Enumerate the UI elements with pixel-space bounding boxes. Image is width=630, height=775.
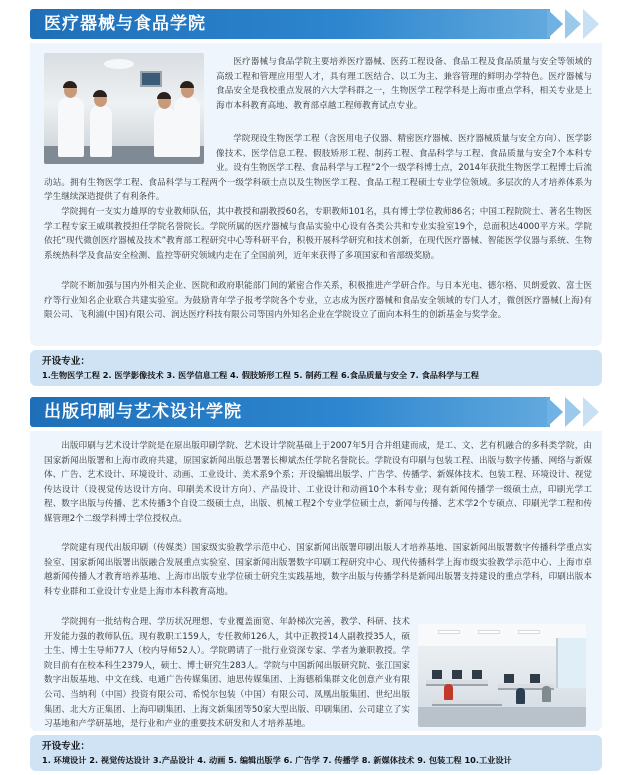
paragraph-faculty: 学院拥有一批结构合理、学历状况理想、专业覆盖面宽、年龄梯次完善，教学、科研、技术开发能力强的教师队伍。现有教职工159人，专任教师126人，其中正教授14人副教授35人，硕士生、博士生导师77人（校内导师52人）。学院聘请了一批行业资深专家、学者为兼职教授。学院目前有在校本科生2379人，硕士、博士研究生283人。学院与中国新闻出版研究院、张江国家数字出版基地、中文在线、电通广告传媒集团、迪思传媒集团、上海德稻集群文化创意产业有限公司、当纳利（中国）投资有限公司、希悦尔包装（中国）有限公司、凤凰出版集团、世纪出版集团、北大方正集团、上海印刷集团、上海文新集团等50家大型出版、印刷集团、公司建立了实习基地和产学研基地，是行业和产业的重要技术研发和人才培养基地。 <box>44 617 410 730</box>
majors-list: 1. 环境设计 2. 视觉传达设计 3.产品设计 4. 动画 5. 编辑出版学 6. 广告学 7. 传播学 8. 新媒体技术 9. 包装工程 10.工业设计 <box>42 755 512 765</box>
paragraph-programs-text: 学院现设生物医学工程（含医用电子仪器、精密医疗器械、医疗器械质量与安全方向）、医学影像技术、医学信息工程、假肢矫形工程、制药工程、食品科学与工程、食品质量与安全7个本科专业。设有生物医学工程、食品科学与工程”2个一级学科博士点，2014年获批生物医学工程博士后流动站。拥有生物医学工程、食品科学与工程两个一级学科硕士点以及生物医学工程、食品工程工程硕士专业学位领域。多层次的人才培养体系为学生继续深造提供了有利条件。 <box>44 134 592 203</box>
section-header <box>30 394 602 431</box>
chevron-right-icon <box>565 397 581 427</box>
section-title: 出版印刷与艺术设计学院 <box>44 402 242 422</box>
majors-label: 开设专业： <box>42 356 90 367</box>
majors-list: 1.生物医学工程 2. 医学影像技术 3. 医学信息工程 4. 假肢矫形工程 5. 制药工程 6.食品质量与安全 7. 食品科学与工程 <box>42 370 479 380</box>
section-title: 医疗器械与食品学院 <box>44 14 206 34</box>
section-header <box>30 6 602 43</box>
classroom-photo <box>418 624 586 727</box>
chevron-right-icon <box>583 9 599 39</box>
majors-panel <box>30 735 602 771</box>
paragraph-cooperation: 学院不断加强与国内外相关企业、医院和政府职能部门间的紧密合作关系，积极推进产学研合作。与日本光电、德尔格、贝朗爱敦、富士医疗等行业知名企业联合共建实验室。为鼓励青年学子报考学院各个专业，立志成为医疗器械和食品安全领域的专门人才，微创医疗器械(上海)有限公司、飞利浦(中国)有限公司、润达医疗科技有限公司等国内外知名企业在学院设立了面向本科生的创新基金与奖学金。 <box>44 281 592 321</box>
majors-panel <box>30 350 602 386</box>
majors-label: 开设专业： <box>42 741 90 752</box>
paragraph-intro: 医疗器械与食品学院主要培养医疗器械、医药工程设备、食品工程及食品质量与安全等领域的高级工程和管理应用型人才，具有理工医结合、以工为主、兼容管理的鲜明办学特色。医疗器械与食品安全是我校重点发展的六大学科群之一，生物医学工程学科是上海市重点学科，相关专业是上海市本科教育高地、教育部卓越工程师教育试点专业。 <box>216 57 592 111</box>
chevron-right-icon <box>583 397 599 427</box>
section-body <box>30 43 602 346</box>
paragraph-programs <box>44 132 592 204</box>
paragraph-platforms: 学院建有现代出版印刷（传媒类）国家级实验教学示范中心、国家新闻出版署印刷出版人才培养基地、国家新闻出版署数字传播科学重点实验室、国家新闻出版署出版融合发展重点实验室、国家新闻出版署数字印刷工程研究中心、现代传播科学上海市级实验教学示范中心、上海市卓越新闻传播人才教育培养基地、上海市出版专业学位硕士研究生实践基地，数字出版与传播学科是新闻出版署支持建设的重点学科，印刷出版本科专业群和工业设计专业是上海市本科教育高地。 <box>44 543 592 597</box>
section-body <box>30 431 602 731</box>
section-medical-food <box>30 6 602 386</box>
section-publishing-art <box>30 394 602 771</box>
chevron-right-icon <box>547 9 563 39</box>
paragraph-faculty: 学院拥有一支实力雄厚的专业教师队伍，其中教授和副教授60名，专职教师101名，具有博士学位教师86名；中国工程院院士、著名生物医学工程专家王威琪教授担任学院名誉院长。学院所属的医疗器械与食品实验中心设有各类公共和专业实验室19个，总面积达4000平方米。学院依托“现代微创医疗器械及技术”教育部工程研究中心等科研平台，积极开展科学研究和技术创新，在现代医疗器械、智能医学仪器与系统、生物系统热科学及食品安全检测、监控等研究领域内走在了全国前列，近年来获得了多项国家和省部级奖励。 <box>44 207 592 261</box>
chevron-right-icon <box>547 397 563 427</box>
paragraph-intro: 出版印刷与艺术设计学院是在原出版印刷学院、艺术设计学院基础上于2007年5月合并组建而成，是工、文、艺有机融合的多科类学院，由国家新闻出版署和上海市政府共建，原国家新闻出版总署署长柳斌杰任学院名誉院长。学院设有印刷与包装工程、出版与数字传播、网络与新媒体、广告、艺术设计、环境设计、动画、工业设计、美术系9个系；开设编辑出版学、广告学、传播学、新媒体技术、包装工程、环境设计、视觉传达设计（设视觉传达设计方向、印刷美术设计方向）、产品设计、工业设计和动画10个本科专业；现有新闻传播学一级硕士点，印刷光学工程、数字出版与传播、艺术传播3个自设二级硕士点，出版、机械工程2个专业学位硕士点，新闻与传播、艺术学2个专硕点、印刷光学工程和传媒管理2个二级学科博士学位授权点。 <box>44 441 592 524</box>
chevron-right-icon <box>565 9 581 39</box>
